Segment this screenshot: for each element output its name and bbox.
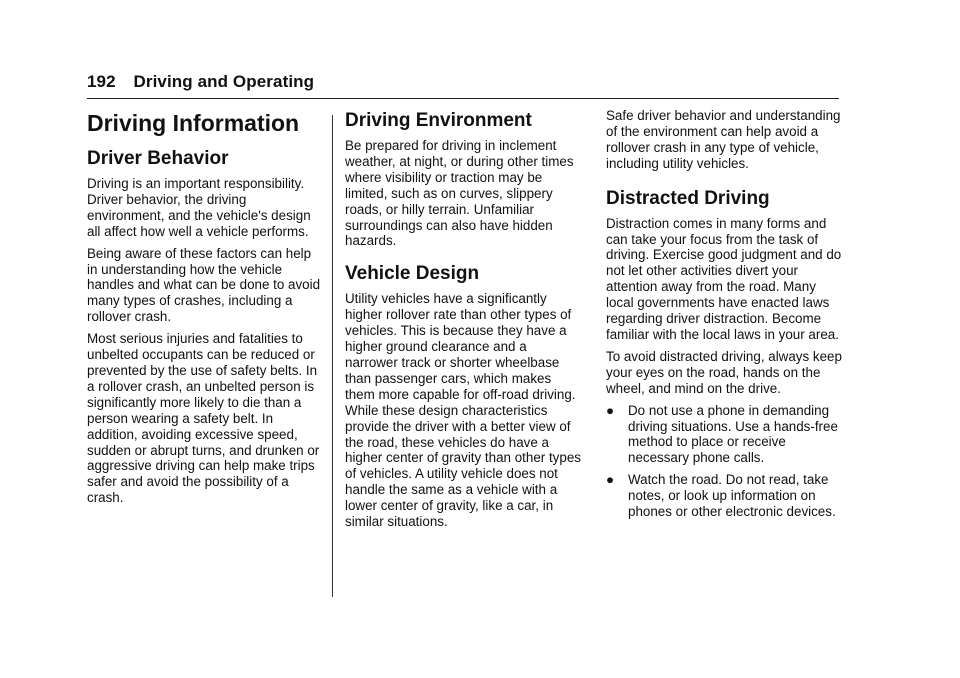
bullet-list bbox=[606, 403, 842, 520]
list-item bbox=[606, 403, 842, 467]
chapter-title: Driving and Operating bbox=[133, 72, 315, 91]
header-rule bbox=[87, 98, 839, 99]
column-middle bbox=[345, 108, 583, 536]
heading-vehicle-design: Vehicle Design bbox=[345, 263, 480, 285]
paragraph: Driving is an important responsibility. Driver behavior, the driving environment, and the vehicle's design all affect how well a vehicle performs. bbox=[87, 176, 311, 239]
column-left bbox=[87, 108, 323, 512]
paragraph: Utility vehicles have a significantly higher rollover rate than other types of vehicles. This is because they have a higher ground clearance and a narrower track or shorter wheelbase than passenger cars, which makes them more capable for off-road driving. While these design characteristics provide the driver with a better view of the road, these vehicles do have a higher center of gravity than other types of vehicles. A utility vehicle does not handle the same as a vehicle with a lower center of gravity, like a car, in similar situations. bbox=[345, 291, 581, 530]
heading-driving-environment: Driving Environment bbox=[345, 110, 532, 131]
column-right bbox=[606, 108, 842, 526]
heading-driver-behavior: Driver Behavior bbox=[87, 148, 229, 169]
list-item-text: Watch the road. Do not read, take notes, or look up information on phones or other electronic devices. bbox=[628, 472, 836, 520]
page-header bbox=[87, 72, 314, 92]
paragraph: Most serious injuries and fatalities to unbelted occupants can be reduced or prevented by the use of safety belts. In a rollover crash, an unbelted person is significantly more likely to die than a person wearing a safety belt. In addition, avoiding excessive speed, sudden or abrupt turns, and drunken or aggressive driving can help make trips safer and avoid the possibility of a crash. bbox=[87, 331, 320, 506]
list-item bbox=[606, 472, 842, 520]
paragraph: Distraction comes in many forms and can take your focus from the task of driving. Exercise good judgment and do not let other activities divert your attention away from the road. Many local governments have enacted laws regarding driver distraction. Become familiar with the local laws in your area. bbox=[606, 215, 842, 342]
section-title: Driving Information bbox=[87, 110, 300, 136]
bullet-icon: ● bbox=[606, 472, 615, 488]
column-divider bbox=[332, 115, 333, 597]
heading-distracted-driving: Distracted Driving bbox=[606, 187, 770, 209]
bullet-icon: ● bbox=[606, 402, 615, 418]
list-item-text: Do not use a phone in demanding driving situations. Use a hands-free method to place or receive necessary phone calls. bbox=[628, 402, 838, 466]
paragraph: Being aware of these factors can help in understanding how the vehicle handles and what can be done to avoid many types of crashes, including a rollover crash. bbox=[87, 245, 321, 325]
page-number: 192 bbox=[87, 72, 116, 91]
paragraph: Safe driver behavior and understanding of the environment can help avoid a rollover crash in any type of vehicle, including utility vehicles. bbox=[606, 108, 841, 171]
paragraph: Be prepared for driving in inclement weather, at night, or during other times where visibility or traction may be limited, such as on curves, slippery roads, or hilly terrain. Unfamiliar surroundings can also have hidden hazards. bbox=[345, 138, 574, 249]
paragraph: To avoid distracted driving, always keep your eyes on the road, hands on the wheel, and mind on the drive. bbox=[606, 348, 842, 396]
